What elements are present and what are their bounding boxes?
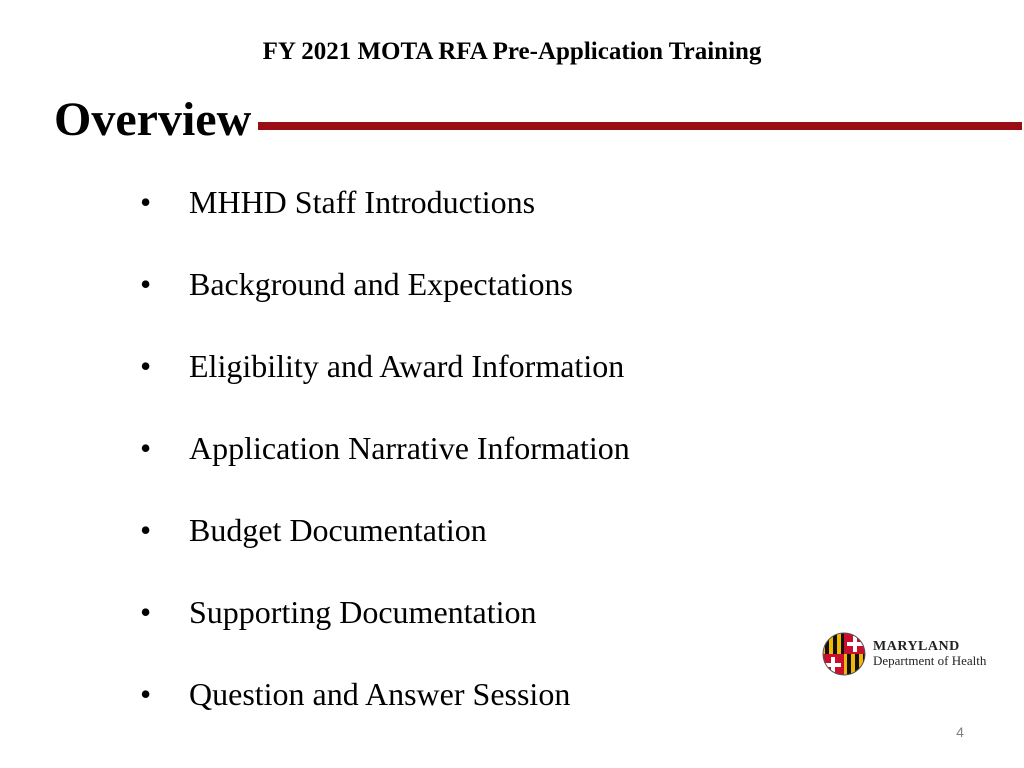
bullet-icon: • bbox=[140, 348, 152, 384]
bullet-text: MHHD Staff Introductions bbox=[189, 184, 536, 220]
bullet-icon: • bbox=[140, 676, 152, 712]
title-underline-rule bbox=[258, 122, 1022, 130]
logo-department-name: Department of Health bbox=[873, 653, 987, 668]
bullet-text: Question and Answer Session bbox=[189, 676, 571, 712]
bullet-icon: • bbox=[140, 594, 152, 630]
slide-title: Overview bbox=[54, 93, 252, 146]
bullet-text: Budget Documentation bbox=[189, 512, 487, 548]
presentation-header: FY 2021 MOTA RFA Pre-Application Training bbox=[262, 38, 762, 65]
bullet-icon: • bbox=[140, 512, 152, 548]
bullet-icon: • bbox=[140, 430, 152, 466]
bullet-text: Background and Expectations bbox=[189, 266, 573, 302]
bullet-text: Supporting Documentation bbox=[189, 594, 537, 630]
maryland-health-logo bbox=[822, 632, 1002, 676]
bullet-text: Eligibility and Award Information bbox=[189, 348, 625, 384]
logo-state-name: MARYLAND bbox=[873, 639, 960, 654]
bullet-icon: • bbox=[140, 266, 152, 302]
maryland-flag-shield-icon bbox=[822, 632, 866, 676]
bullet-text: Application Narrative Information bbox=[189, 430, 630, 466]
logo-wordmark bbox=[873, 640, 986, 668]
bullet-icon: • bbox=[140, 184, 152, 220]
page-number: 4 bbox=[956, 724, 964, 740]
